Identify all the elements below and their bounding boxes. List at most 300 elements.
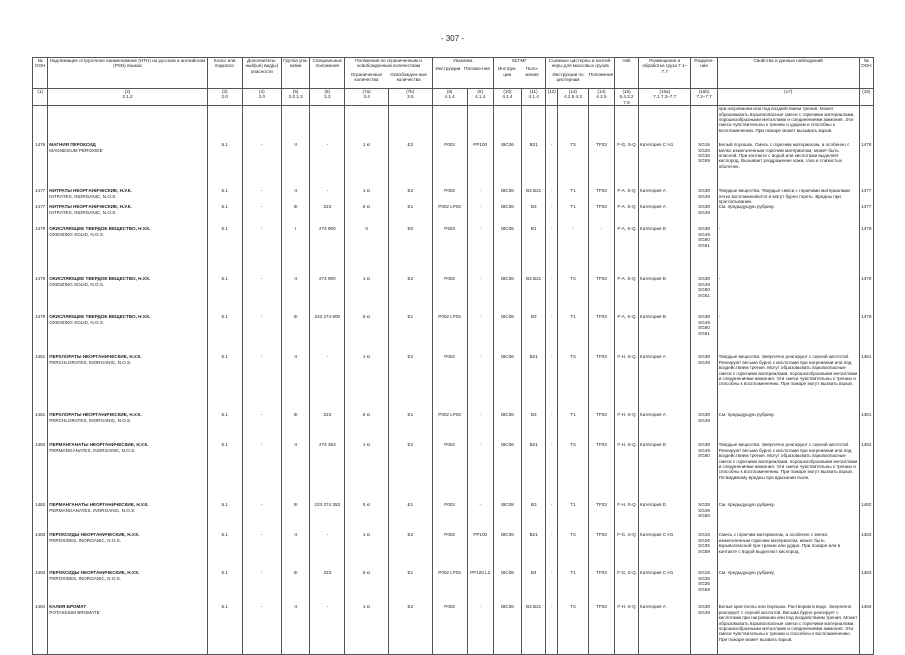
header-ibc-i: Инструк-ции xyxy=(497,66,517,77)
ibc-cell: IBC08 xyxy=(493,604,521,655)
pp-cell: - xyxy=(467,314,493,354)
colnum-12: (12) xyxy=(546,89,558,106)
eq-cell: E2 xyxy=(388,354,432,412)
properties-cell: - xyxy=(717,314,859,354)
ems-cell: F-A, S-Q xyxy=(615,226,639,276)
blank-cell: - xyxy=(546,188,558,204)
colnum-7b xyxy=(388,89,432,106)
class-cell: 5.1 xyxy=(207,226,242,276)
stowage-cell: Категория А xyxy=(639,204,691,226)
colnum-2 xyxy=(48,89,207,106)
colnum-1: (1) xyxy=(33,89,48,106)
segregation-cell: SG38 SG49 SG60 SG61 xyxy=(691,226,717,276)
header-subrisk: Дополнитель-ный(ые) вид(ы) опасности xyxy=(242,58,281,89)
ems-cell: F-G, S-Q xyxy=(615,570,639,604)
tpp-cell: TP33 xyxy=(588,314,614,354)
header-un-right: № ООН xyxy=(859,58,873,89)
header-lq: Ограниченные количества xyxy=(350,71,383,83)
header-tank-p: Положения xyxy=(588,71,614,77)
table-row xyxy=(33,204,874,226)
lq-cell: 1 кг xyxy=(345,604,389,655)
colnum-13 xyxy=(558,89,589,106)
properties-cell: Белые кристаллы или порошок. Растворим в воде. Энергично реагирует с серной кислотой. Весьма бурно реагирует с кислотами при нагревании или под воздействием трения. Может образовывать взрывоопасные смеси с горючими материалами, порошкообразными металлами и соединениями аммония. Эти смеси чувствительны к трению и способны к воспламенению. При пожаре может вызвать взрыв. xyxy=(717,604,859,655)
name-ru: ПЕРМАНГАНАТЫ НЕОРГАНИЧЕСКИЕ, Н.У.К. xyxy=(49,502,149,508)
ibc-prov-cell: B3 xyxy=(522,204,546,226)
name-ru: ПЕРХЛОРАТЫ НЕОРГАНИЧЕСКИЕ, Н.У.К. xyxy=(49,412,142,418)
un-right-cell: 1481 xyxy=(859,412,873,442)
pi-cell: P002 LP02 xyxy=(432,570,467,604)
pp-cell: - xyxy=(467,354,493,412)
colnum-4 xyxy=(242,89,281,106)
name-en: OXIDIZING SOLID, N.O.S. xyxy=(49,231,105,237)
pi-cell: P002 xyxy=(432,442,467,502)
name-en: OXIDIZING SOLID, N.O.S. xyxy=(49,281,105,287)
blank-cell: - xyxy=(546,604,558,655)
tpp-cell: TP33 xyxy=(588,142,614,188)
class-cell: 5.1 xyxy=(207,502,242,532)
segregation-cell: SG38 SG49 SG60 SG61 xyxy=(691,276,717,314)
eq-cell: E1 xyxy=(388,412,432,442)
eq-cell: E2 xyxy=(388,276,432,314)
special-cell: 223 xyxy=(310,570,345,604)
colnum-3-num: (3) xyxy=(221,89,228,94)
colnum-4-num: (4) xyxy=(259,89,265,94)
segregation-cell: SG38 SG49 xyxy=(691,354,717,412)
pp-cell: - xyxy=(467,604,493,655)
stowage-cell: Категория D xyxy=(639,226,691,276)
name-en: OXIDIZING SOLID, N.O.S. xyxy=(49,319,105,325)
tpp-cell: TP33 xyxy=(588,412,614,442)
table-row xyxy=(33,412,874,442)
pp-cell: - xyxy=(467,276,493,314)
header-name: Надлежащее отгрузочное наименование (НТН) на русском и английском (PSN) языках xyxy=(48,58,207,89)
pi-cell: P002 xyxy=(432,354,467,412)
un-cell: 1479 xyxy=(33,226,48,276)
special-cell: 223 274 900 xyxy=(310,314,345,354)
colnum-5-ref: 2.0.1.3 xyxy=(288,94,303,100)
name-ru: ПЕРОКСИДЫ НЕОРГАНИЧЕСКИЕ, Н.У.К. xyxy=(49,570,140,576)
class-cell: 5.1 xyxy=(207,276,242,314)
ems-cell: F-A, S-Q xyxy=(615,276,639,314)
colnum-7a-ref: 3.4 xyxy=(363,94,370,100)
properties-cell: См. предыдущую рубрику. xyxy=(717,570,859,604)
subrisk-cell: - xyxy=(242,570,281,604)
subrisk-cell: - xyxy=(242,442,281,502)
class-cell: 5.1 xyxy=(207,570,242,604)
ems-cell: F-H, S-Q xyxy=(615,604,639,655)
eq-cell: E1 xyxy=(388,570,432,604)
tp-cell: T1 xyxy=(558,570,589,604)
colnum-8-ref: 4.1.4 xyxy=(444,94,455,100)
tp-cell: T3 xyxy=(558,142,589,188)
pg-cell: II xyxy=(281,604,309,655)
ibc-cell: IBC08 xyxy=(493,276,521,314)
blank-cell: - xyxy=(546,442,558,502)
subrisk-cell: - xyxy=(242,502,281,532)
pg-cell: II xyxy=(281,354,309,412)
pp-cell: PP100 xyxy=(467,142,493,188)
colnum-9-ref: 4.1.4 xyxy=(475,94,486,100)
tpp-cell: - xyxy=(588,226,614,276)
name-ru: ОКИСЛЯЮЩЕЕ ТВЕРДОЕ ВЕЩЕСТВО, Н.У.К. xyxy=(49,226,151,232)
ibc-prov-cell: B4 B21 xyxy=(522,188,546,204)
dangerous-goods-table xyxy=(32,57,874,655)
name-en: POTASSIUM BROMATE xyxy=(49,609,100,615)
name-cell xyxy=(48,204,207,226)
name-en: PEROXIDES, INORGANIC, N.O.S. xyxy=(49,537,122,543)
stowage-cell: Категория A xyxy=(639,412,691,442)
colnum-9 xyxy=(467,89,493,106)
ems-cell: F-G, S-Q xyxy=(615,142,639,188)
segregation-cell: SG16 SG26 SG35 SG59 xyxy=(691,532,717,570)
tp-cell: T1 xyxy=(558,314,589,354)
pp-cell: - xyxy=(467,442,493,502)
name-cell xyxy=(48,532,207,570)
pi-cell: P002 LP02 xyxy=(432,314,467,354)
pi-cell: P002 xyxy=(432,276,467,314)
blank-cell: - xyxy=(546,226,558,276)
class-cell: 5.1 xyxy=(207,188,242,204)
un-cell: 1479 xyxy=(33,276,48,314)
blank-cell: - xyxy=(546,142,558,188)
header-pi: Инструкции xyxy=(435,66,461,72)
colnum-5-num: (5) xyxy=(292,89,299,94)
colnum-5 xyxy=(281,89,309,106)
pi-cell: P002 xyxy=(432,604,467,655)
table-row xyxy=(33,354,874,412)
colnum-17: (17) xyxy=(717,89,859,106)
table-row xyxy=(33,226,874,276)
subrisk-cell: - xyxy=(242,276,281,314)
segregation-cell: SG38 SG49 SG60 xyxy=(691,442,717,502)
name-ru: ОКИСЛЯЮЩЕЕ ТВЕРДОЕ ВЕЩЕСТВО, Н.У.К. xyxy=(49,314,151,320)
un-cell: 1477 xyxy=(33,204,48,226)
header-special: Специальные положения xyxy=(310,58,345,89)
tpp-cell: TP33 xyxy=(588,502,614,532)
name-ru: ОКИСЛЯЮЩЕЕ ТВЕРДОЕ ВЕЩЕСТВО, Н.У.К. xyxy=(49,276,151,282)
table-row xyxy=(33,532,874,570)
colnum-2-num: (2) xyxy=(124,89,131,94)
header-limited xyxy=(345,58,432,89)
pi-cell: P002 xyxy=(432,142,467,188)
name-en: PERMANGANATES, INORGANIC, N.O.S. xyxy=(49,447,136,453)
special-cell: - xyxy=(310,142,345,188)
table-row xyxy=(33,442,874,502)
name-cell xyxy=(48,502,207,532)
colnum-6-num: (6) xyxy=(324,89,331,94)
ibc-cell: IBC08 xyxy=(493,502,521,532)
name-ru: КАЛИЯ БРОМАТ xyxy=(49,604,87,610)
colnum-6-ref: 3.3 xyxy=(324,94,331,100)
name-cell xyxy=(48,276,207,314)
stowage-cell: Категория A xyxy=(639,354,691,412)
segregation-cell: SG16 SG26 SG35 SG59 xyxy=(691,570,717,604)
header-packing-title: Упаковка xyxy=(452,58,473,63)
colnum-10 xyxy=(493,89,521,106)
subrisk-cell: - xyxy=(242,204,281,226)
pp-cell: PP100 xyxy=(467,532,493,570)
ibc-prov-cell: B21 xyxy=(522,354,546,412)
header-row-numbers xyxy=(33,89,874,106)
colnum-16a-ref: 7.1 7.3–7.7 xyxy=(653,94,677,100)
name-cell xyxy=(48,604,207,655)
subrisk-cell: - xyxy=(242,188,281,204)
name-ru: ПЕРХЛОРАТЫ НЕОРГАНИЧЕСКИЕ, Н.У.К. xyxy=(49,354,142,360)
un-cell: 1479 xyxy=(33,314,48,354)
un-right-cell: 1483 xyxy=(859,570,873,604)
special-cell: 274 353 xyxy=(310,442,345,502)
pg-cell: III xyxy=(281,570,309,604)
name-ru: НИТРАТЫ НЕОРГАНИЧЕСКИЕ, Н.У.К. xyxy=(49,204,132,210)
pg-cell: I xyxy=(281,226,309,276)
tp-cell: T1 xyxy=(558,412,589,442)
eq-cell: E2 xyxy=(388,604,432,655)
properties-cell: Смесь с горючим материалом, а особенно с мелко измельченным горючим материалом, может быть взрывоопасной при трении или ударе. При пожаре или в контакте с водой выделяют кислород. xyxy=(717,532,859,570)
name-cell xyxy=(48,142,207,188)
tp-cell: T1 xyxy=(558,502,589,532)
un-cell: 1483 xyxy=(33,570,48,604)
colnum-14 xyxy=(588,89,614,106)
header-tanks-title: Съемные цистерны и контей-неры для массовых грузов xyxy=(548,58,612,69)
stowage-cell: Категория B xyxy=(639,314,691,354)
name-en: NITRATES, INORGANIC, N.O.S. xyxy=(49,209,117,215)
table-row xyxy=(33,314,874,354)
colnum-3-ref: 2.0 xyxy=(221,94,228,100)
name-cell xyxy=(48,412,207,442)
lq-cell: 1 кг xyxy=(345,276,389,314)
colnum-14-ref: 4.2.5 xyxy=(596,94,607,100)
ems-cell: F-H, S-Q xyxy=(615,412,639,442)
tp-cell: T3 xyxy=(558,532,589,570)
properties-cell: Твердые вещества. Энергично реагируют с серной кислотой. Реагируют весьма бурно с кислотами при нагревании или под воздействием трения. Могут образовывать взрывоопасные смеси с горючими материалами, порошкообразными металлами и соединениями аммония. Эти смеси чувствительны к трению и способны к воспламенению. При пожаре могут вызвать взрыв. xyxy=(717,354,859,412)
blank-cell: - xyxy=(546,412,558,442)
un-right-cell: 1479 xyxy=(859,314,873,354)
special-cell: 223 xyxy=(310,204,345,226)
un-right-cell: 1481 xyxy=(859,354,873,412)
colnum-7b-ref: 3.5 xyxy=(407,94,414,100)
colnum-16b xyxy=(691,89,717,106)
properties-cell: См. предыдущую рубрику. xyxy=(717,204,859,226)
name-cell xyxy=(48,570,207,604)
class-cell: 5.1 xyxy=(207,204,242,226)
pg-cell: II xyxy=(281,142,309,188)
lq-cell: 5 кг xyxy=(345,204,389,226)
eq-cell: E2 xyxy=(388,442,432,502)
segregation-cell: SG38 SG49 SG60 xyxy=(691,502,717,532)
name-ru: ПЕРОКСИДЫ НЕОРГАНИЧЕСКИЕ, Н.У.К. xyxy=(49,532,140,538)
eq-cell: E1 xyxy=(388,314,432,354)
pp-cell: - xyxy=(467,188,493,204)
pp-cell: PP100 L2 xyxy=(467,570,493,604)
header-tanks xyxy=(546,58,615,89)
tpp-cell: TP33 xyxy=(588,604,614,655)
subrisk-cell: - xyxy=(242,226,281,276)
pg-cell: III xyxy=(281,502,309,532)
ibc-prov-cell: B4 B21 xyxy=(522,276,546,314)
subrisk-cell: - xyxy=(242,354,281,412)
blank-cell: - xyxy=(546,276,558,314)
eq-cell: E1 xyxy=(388,502,432,532)
pp-cell: - xyxy=(467,412,493,442)
colnum-10-num: (10) xyxy=(503,89,512,94)
tp-cell: T1 xyxy=(558,188,589,204)
header-ibc xyxy=(493,58,545,89)
blank-cell: - xyxy=(546,502,558,532)
lq-cell: 5 кг xyxy=(345,314,389,354)
pp-cell: - xyxy=(467,204,493,226)
lq-cell: 1 кг xyxy=(345,532,389,570)
tp-cell: - xyxy=(558,226,589,276)
properties-cell: - xyxy=(717,226,859,276)
continuation-row xyxy=(33,106,874,143)
header-un: № ООН xyxy=(33,58,48,89)
table-row xyxy=(33,604,874,655)
header-ibc-p: Поло-жения xyxy=(525,66,539,77)
colnum-16a-num: (16a) xyxy=(659,89,671,94)
pg-cell: II xyxy=(281,532,309,570)
un-cell: 1477 xyxy=(33,188,48,204)
stowage-cell: Категория D xyxy=(639,502,691,532)
class-cell: 5.1 xyxy=(207,442,242,502)
special-cell: 274 900 xyxy=(310,226,345,276)
colnum-8-num: (8) xyxy=(446,89,453,94)
pi-cell: P002 xyxy=(432,532,467,570)
name-en: NITRATES, INORGANIC, N.O.S. xyxy=(49,193,117,199)
lq-cell: 1 кг xyxy=(345,142,389,188)
ibc-prov-cell: B21 xyxy=(522,532,546,570)
colnum-7a-num: (7a) xyxy=(362,89,371,94)
pg-cell: II xyxy=(281,188,309,204)
pi-cell: P002 LP02 xyxy=(432,204,467,226)
page-number: - 307 - xyxy=(440,34,465,43)
tpp-cell: TP33 xyxy=(588,532,614,570)
header-ems: АвК xyxy=(615,58,639,89)
ems-cell: F-A, S-Q xyxy=(615,314,639,354)
pi-cell: P002 xyxy=(432,188,467,204)
ibc-prov-cell: B4 B21 xyxy=(522,604,546,655)
name-cell xyxy=(48,442,207,502)
tpp-cell: TP33 xyxy=(588,354,614,412)
ibc-prov-cell: B4 xyxy=(522,570,546,604)
colnum-16a xyxy=(639,89,691,106)
eq-cell: E0 xyxy=(388,226,432,276)
segregation-cell: SG16 SG26 SG35 SG59 xyxy=(691,142,717,188)
colnum-3 xyxy=(207,89,242,106)
colnum-2-ref: 3.1.2 xyxy=(122,94,133,100)
class-cell: 5.1 xyxy=(207,142,242,188)
un-cell: 1481 xyxy=(33,354,48,412)
blank-cell: - xyxy=(546,532,558,570)
ibc-cell: IBC08 xyxy=(493,204,521,226)
class-cell: 5.1 xyxy=(207,412,242,442)
colnum-10-ref: 4.1.4 xyxy=(502,94,513,100)
table-row xyxy=(33,276,874,314)
blank-cell: - xyxy=(546,570,558,604)
name-en: MAGNESIUM PEROXIDE xyxy=(49,147,103,153)
colnum-6 xyxy=(310,89,345,106)
header-ibc-title: КСГМГ xyxy=(512,58,527,63)
colnum-4-ref: 2.0 xyxy=(258,94,265,100)
ibc-cell: IBC08 xyxy=(493,314,521,354)
ibc-prov-cell: B3 xyxy=(522,502,546,532)
name-cell xyxy=(48,354,207,412)
special-cell: - xyxy=(310,532,345,570)
lq-cell: 0 xyxy=(345,226,389,276)
colnum-16b-num: (16b) xyxy=(698,89,710,94)
ibc-cell: IBC08 xyxy=(493,412,521,442)
name-en: PEROXIDES, INORGANIC, N.O.S. xyxy=(49,575,122,581)
un-right-cell: 1482 xyxy=(859,442,873,502)
subrisk-cell: - xyxy=(242,412,281,442)
ibc-cell: IBC06 xyxy=(493,442,521,502)
tp-cell: T3 xyxy=(558,442,589,502)
stowage-cell: Категория C H1 xyxy=(639,532,691,570)
stowage-cell: Категория А xyxy=(639,188,691,204)
continuation-text: при нагревании или под воздействием трения. Может образовывать взрывоопасные смеси с горючими материалами, порошкообразными металлами и соединениями аммония. Эти смеси чувствительны к трению и ударам и способны к воспламенению. При пожаре может вызывать взрыв. xyxy=(717,106,859,143)
ems-cell: F-G, S-Q xyxy=(615,532,639,570)
properties-cell: Белый порошок. Смесь с горючим материалом, а особенно с мелко измельченным горючим материалом, может быть опасной. При контакте с водой или кислотами выделяет кислород. Вызывает раздражение кожи, глаз и слизистых оболочек. xyxy=(717,142,859,188)
eq-cell: E1 xyxy=(388,204,432,226)
special-cell: 223 xyxy=(310,412,345,442)
name-ru: ПЕРМАНГАНАТЫ НЕОРГАНИЧЕСКИЕ, Н.У.К. xyxy=(49,442,149,448)
colnum-13-num: (13) xyxy=(568,89,578,94)
stowage-cell: Категория D xyxy=(639,442,691,502)
colnum-8 xyxy=(432,89,467,106)
segregation-cell: SG38 SG49 xyxy=(691,412,717,442)
subrisk-cell: - xyxy=(242,604,281,655)
class-cell: 5.1 xyxy=(207,604,242,655)
eq-cell: E2 xyxy=(388,532,432,570)
un-right-cell: 1476 xyxy=(859,142,873,188)
segregation-cell: SG38 SG49 SG60 SG61 xyxy=(691,314,717,354)
ibc-cell: IBC08 xyxy=(493,188,521,204)
ibc-prov-cell: B21 xyxy=(522,442,546,502)
un-right-cell: 1479 xyxy=(859,226,873,276)
segregation-cell: SG38 SG49 xyxy=(691,188,717,204)
ibc-prov-cell: B3 xyxy=(522,314,546,354)
subrisk-cell: - xyxy=(242,532,281,570)
name-en: PERMANGANATES, INORGANIC, N.O.S. xyxy=(49,507,136,513)
name-cell xyxy=(48,226,207,276)
colnum-14-num: (14) xyxy=(597,89,606,94)
special-cell: - xyxy=(310,354,345,412)
un-cell: 1482 xyxy=(33,502,48,532)
name-en: PERCHLORATES, INORGANIC, N.O.S. xyxy=(49,417,132,423)
colnum-7b-num: (7b) xyxy=(406,89,415,94)
header-pg: Группа упа-ковки xyxy=(281,58,309,89)
header-packing xyxy=(432,58,493,89)
un-right-cell: 1483 xyxy=(859,532,873,570)
lq-cell: 5 кг xyxy=(345,412,389,442)
colnum-11-ref: 4.1.4 xyxy=(528,94,539,100)
lq-cell: 1 кг xyxy=(345,442,389,502)
stowage-cell: Категория B xyxy=(639,276,691,314)
segregation-cell: SG38 SG49 xyxy=(691,604,717,655)
ibc-cell: IBC06 xyxy=(493,142,521,188)
name-en: PERCHLORATES, INORGANIC, N.O.S. xyxy=(49,359,132,365)
colnum-11-num: (11) xyxy=(529,89,538,94)
blank-cell: - xyxy=(546,204,558,226)
colnum-9-num: (9) xyxy=(477,89,483,94)
table-row xyxy=(33,142,874,188)
properties-cell: Твердые вещества. Твердые смеси с горючими материалами легко воспламеняются и могут бурно гореть. Вредны при проглатывании. xyxy=(717,188,859,204)
class-cell: 5.1 xyxy=(207,354,242,412)
ibc-cell: IBC08 xyxy=(493,570,521,604)
ems-cell: F-H, S-Q xyxy=(615,354,639,412)
properties-cell: - xyxy=(717,276,859,314)
un-right-cell: 1477 xyxy=(859,188,873,204)
subrisk-cell: - xyxy=(242,142,281,188)
